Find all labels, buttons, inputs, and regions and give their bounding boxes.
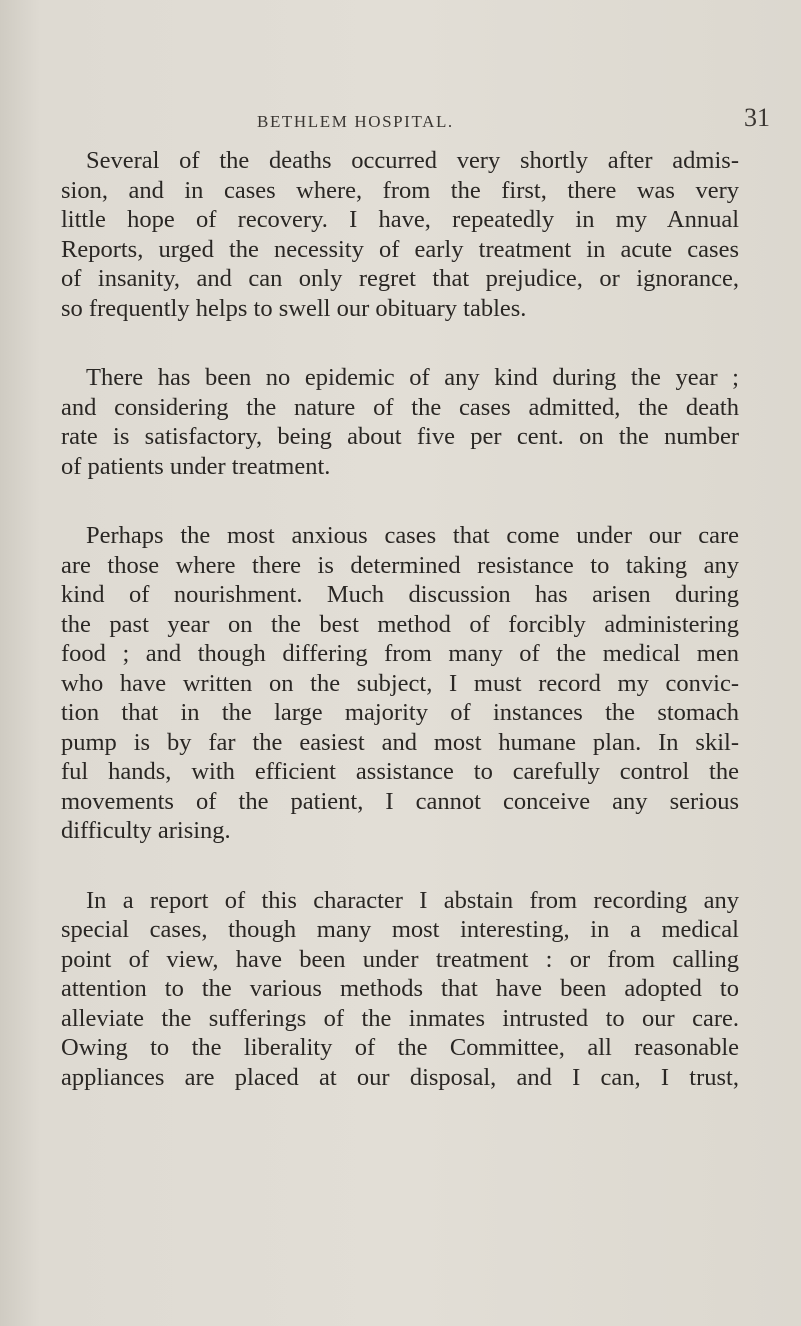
text-line: movements of the patient, I cannot conceive any serious xyxy=(61,787,739,815)
text-line: appliances are placed at our disposal, and I can, I trust, xyxy=(61,1063,739,1091)
text-line: food ; and though differing from many of the medical men xyxy=(61,640,739,667)
text-line: of patients under treatment. xyxy=(61,452,331,480)
text-line: of insanity, and can only regret that prejudice, or ignorance, xyxy=(61,265,739,292)
running-head xyxy=(0,103,801,143)
page-number: 31 xyxy=(744,103,770,132)
text-line: so frequently helps to swell our obituary tables. xyxy=(61,294,527,322)
text-line: the past year on the best method of forcibly administering xyxy=(61,610,739,638)
body-text xyxy=(61,146,739,1132)
text-line: point of view, have been under treatment : or from calling xyxy=(61,945,739,973)
text-line: There has been no epidemic of any kind during the year ; xyxy=(86,364,739,391)
paragraph-death-rate xyxy=(61,363,739,481)
text-line: pump is by far the easiest and most humane plan. In skil- xyxy=(61,728,739,756)
paragraph-special-cases xyxy=(61,886,739,1093)
text-line: little hope of recovery. I have, repeatedly in my Annual xyxy=(61,206,739,233)
text-line: Reports, urged the necessity of early treatment in acute cases xyxy=(61,235,739,263)
text-line: ful hands, with efficient assistance to carefully control the xyxy=(61,758,739,785)
running-head-title: BETHLEM HOSPITAL. xyxy=(257,112,454,131)
text-line: tion that in the large majority of instances the stomach xyxy=(61,699,739,726)
text-line: In a report of this character I abstain from recording any xyxy=(86,886,739,914)
paragraph-forcible-feeding xyxy=(61,521,739,846)
text-line: special cases, though many most interesting, in a medical xyxy=(61,916,739,943)
text-line: sion, and in cases where, from the first, there was very xyxy=(61,176,739,204)
text-line: Perhaps the most anxious cases that come under our care xyxy=(86,522,739,549)
text-line: kind of nourishment. Much discussion has arisen during xyxy=(61,581,739,608)
text-line: Several of the deaths occurred very shortly after admis- xyxy=(86,147,739,174)
text-line: difficulty arising. xyxy=(61,817,231,844)
text-line: rate is satisfactory, being about five per cent. on the number xyxy=(61,423,739,450)
text-line: Owing to the liberality of the Committee, all reasonable xyxy=(61,1034,739,1061)
text-line: who have written on the subject, I must record my convic- xyxy=(61,669,739,697)
text-line: alleviate the sufferings of the inmates intrusted to our care. xyxy=(61,1004,739,1032)
paragraph-early-deaths xyxy=(61,146,739,323)
text-line: are those where there is determined resistance to taking any xyxy=(61,551,739,579)
text-line: and considering the nature of the cases admitted, the death xyxy=(61,393,739,421)
text-line: attention to the various methods that have been adopted to xyxy=(61,975,739,1002)
